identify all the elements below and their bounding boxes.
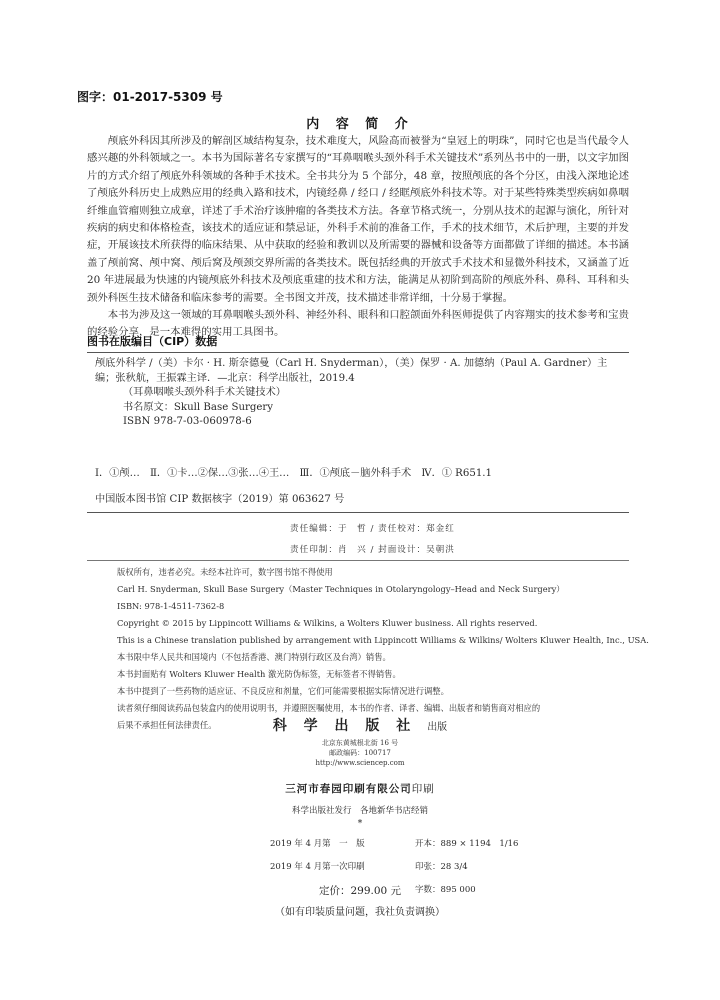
edition-cell: 印张：28 3/4 bbox=[415, 862, 468, 872]
edition-cell: 2019 年 4 月第一次印刷 bbox=[270, 862, 365, 872]
cip-line: ISBN 978-7-03-060978-6 bbox=[123, 416, 252, 427]
rights-line: 读者须仔细阅读药品包装盒内的使用说明书，并遵照医嘱使用，本书的作者、译者、编辑、出版者和销售商对相应的 bbox=[117, 703, 541, 713]
cip-entry bbox=[95, 357, 630, 430]
cip-line: 编；张秋航，王振霖主译．—北京：科学出版社，2019.4 bbox=[95, 372, 355, 384]
cip-data-number: 中国版本图书馆 CIP 数据核字（2019）第 063627 号 bbox=[95, 494, 345, 505]
intro-text bbox=[87, 133, 629, 342]
edition-cell: 2019 年 4 月第 一 版 bbox=[270, 839, 365, 849]
publisher-address: 北京东黄城根北街 16 号 bbox=[321, 739, 399, 747]
rights-line: This is a Chinese translation published by arrangement with Lippincott Williams & Wilkins/ Wolters Kluwer Health, Inc., USA. bbox=[117, 635, 649, 645]
rights-line: 本书封面贴有 Wolters Kluwer Health 激光防伪标签，无标签者不得销售。 bbox=[117, 669, 401, 679]
registration-number: 图字：01-2017-5309 号 bbox=[77, 90, 223, 104]
printer-suffix: 印刷 bbox=[411, 783, 435, 795]
publisher-postcode: 邮政编码：100717 bbox=[329, 749, 391, 757]
quality-notice: （如有印装质量问题，我社负责调换） bbox=[275, 907, 445, 918]
cip-classification: Ⅰ．①颅… Ⅱ．①卡…②保…③张…④王… Ⅲ．①颅底－脑外科手术 Ⅳ．① R651.1 bbox=[95, 468, 493, 479]
cip-line: 颅底外科学 /（美）卡尔 · H. 斯奈德曼（Carl H. Snyderman），（美）保罗 · A. 加德纳（Paul A. Gardner）主 bbox=[95, 358, 608, 369]
printer-text: 三河市春园印刷有限公司 bbox=[285, 783, 412, 795]
publisher-name bbox=[0, 715, 720, 735]
price: 定价：299.00 元 bbox=[318, 885, 402, 897]
rights-line: 后果不承担任何法律责任。 bbox=[117, 720, 217, 730]
publisher-website: http://www.sciencep.com bbox=[315, 759, 405, 767]
rights-line: Copyright © 2015 by Lippincott Williams & Wilkins, a Wolters Kluwer business. All rights reserved. bbox=[117, 618, 538, 628]
cip-title: 图书在版编目（CIP）数据 bbox=[87, 335, 218, 348]
edition-row bbox=[270, 856, 570, 879]
divider bbox=[87, 560, 629, 561]
edition-cell: 开本：889 × 1194 1/16 bbox=[415, 839, 519, 849]
rights-line: ISBN: 978-1-4511-7362-8 bbox=[117, 601, 225, 611]
edition-row bbox=[270, 833, 570, 856]
distribution-line: 科学出版社发行 各地新华书店经销 bbox=[291, 806, 428, 816]
rights-line: 版权所有，违者必究。未经本社许可，数字图书馆不得使用 bbox=[117, 567, 333, 577]
cip-line: （耳鼻咽喉头颈外科手术关键技术） bbox=[123, 387, 286, 398]
intro-paragraph: 颅底外科因其所涉及的解剖区域结构复杂，技术难度大，风险高而被誉为“皇冠上的明珠”，同时它也是当代最令人感兴趣的外科领域之一。本书为国际著名专家撰写的“耳鼻咽喉头颈外科手术关键技术”系列丛书中的一册，以文字加图片的方式介绍了颅底外科领域的各种手术技术。全书共分为 5 个部分，48 章，按照颅底的各个分区，由浅入深地论述了颅底外科历史上成熟应用的经典入路和技术，内镜经鼻 / 经口 / 经眶颅底外科技术等。对于某些特殊类型疾病如鼻咽纤维血管瘤则独立成章，详述了手术治疗该肿瘤的各类技术方法。各章节格式统一，分别从技术的起源与演化，所针对疾病的病史和体格检查，该技术的适应证和禁忌证，外科手术前的准备工作，手术的技术细节，术后护理，主要的并发症，开展该技术所获得的临床结果、从中获取的经验和教训以及所需要的器械和设备等方面都做了详细的描述。本书涵盖了颅前窝、颅中窝、颅后窝及颅颈交界所需的各类技术。既包括经典的开放式手术技术和显微外科技术，又涵盖了近 20 年进展最为快速的内镜颅底外科技术及颅底重建的技术和方法，能满足从初阶到高阶的颅底外科、鼻科、耳科和头颈外科医生技术储备和临床参考的需要。全书图文并茂，技术描述非常详细，十分易于掌握。 bbox=[87, 135, 629, 304]
rights-line: Carl H. Snyderman, Skull Base Surgery（Master Techniques in Otolaryngology–Head and Neck Surgery） bbox=[117, 584, 565, 594]
rights-notice bbox=[117, 564, 649, 734]
divider bbox=[87, 512, 629, 513]
editor-line: 责任印制：肖 兴 / 封面设计：吴朝洪 bbox=[290, 545, 455, 555]
editor-line: 责任编辑：于 哲 / 责任校对：郑金红 bbox=[290, 524, 455, 534]
rights-line: 本书限中华人民共和国境内（不包括香港、澳门特别行政区及台湾）销售。 bbox=[117, 652, 391, 662]
separator-star: * bbox=[357, 819, 363, 829]
intro-paragraph: 本书为涉及这一领域的耳鼻咽喉头颈外科、神经外科、眼科和口腔颌面外科医师提供了内容翔实的技术参考和宝贵的经验分享，是一本难得的实用工具图书。 bbox=[87, 309, 629, 339]
editors bbox=[290, 519, 455, 561]
publisher-suffix: 出版 bbox=[427, 722, 448, 733]
intro-title: 内 容 简 介 bbox=[306, 117, 414, 132]
edition-cell: 字数：895 000 bbox=[415, 885, 476, 895]
rights-line: 本书中提到了一些药物的适应证、不良反应和剂量，它们可能需要根据实际情况进行调整。 bbox=[117, 686, 449, 696]
divider bbox=[87, 352, 629, 353]
printer-name bbox=[0, 781, 720, 796]
publisher-logo-text: 科 学 出 版 社 bbox=[272, 718, 417, 734]
cip-line: 书名原文：Skull Base Surgery bbox=[123, 401, 274, 413]
